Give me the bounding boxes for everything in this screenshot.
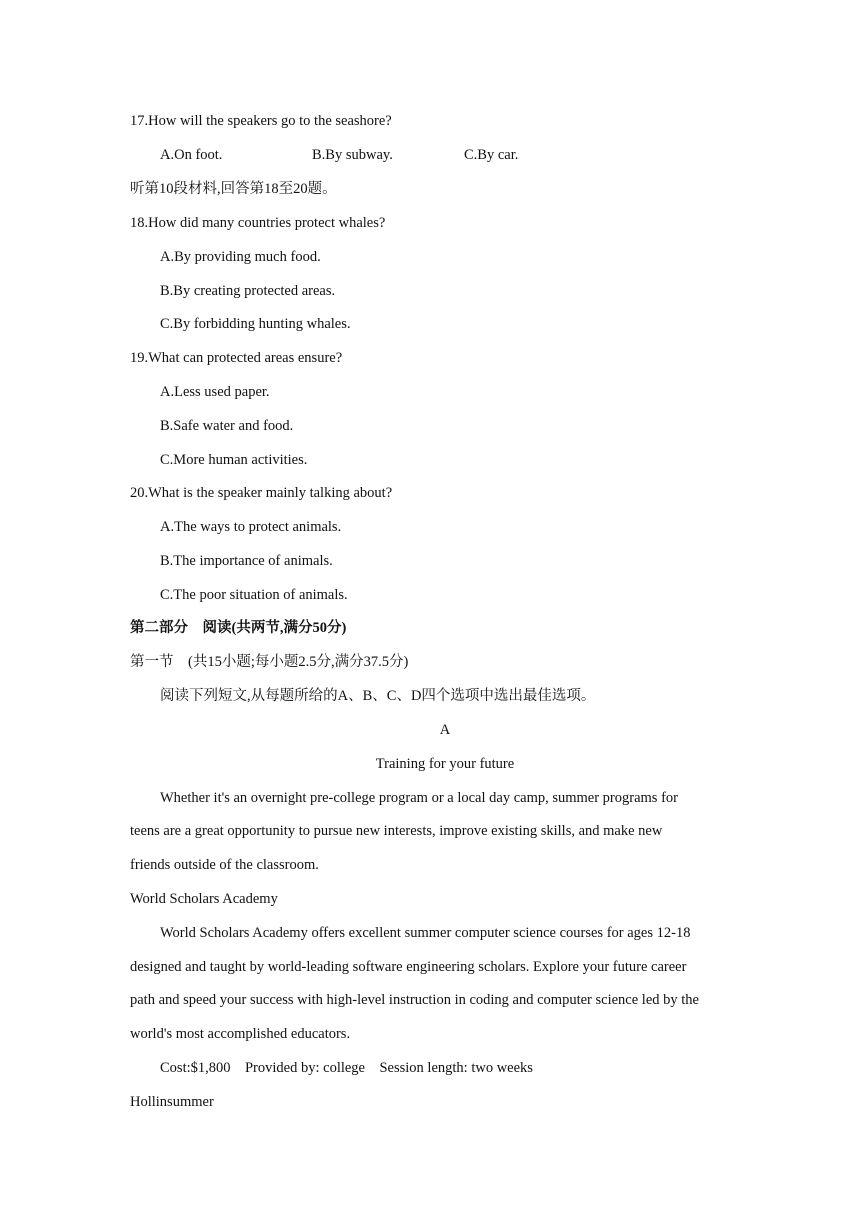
option-c: C.By car. — [464, 147, 519, 163]
option-b: B.Safe water and food. — [160, 418, 294, 434]
option-b: B.The importance of animals. — [160, 553, 333, 569]
program-desc-line: world's most accomplished educators. — [130, 1026, 351, 1042]
program-desc-line: World Scholars Academy offers excellent summer computer science courses for ages 12-18 — [160, 925, 691, 941]
intro-line: teens are a great opportunity to pursue new interests, improve existing skills, and make new — [130, 823, 663, 839]
program-details: Cost:$1,800 Provided by: college Session length: two weeks — [160, 1060, 533, 1076]
option-c: C.More human activities. — [160, 452, 308, 468]
option-c: C.By forbidding hunting whales. — [160, 316, 351, 332]
question-20: 20.What is the speaker mainly talking about? — [130, 485, 393, 501]
option-a: A.The ways to protect animals. — [160, 519, 342, 535]
option-a: A.On foot. — [160, 147, 223, 163]
intro-line: Whether it's an overnight pre-college program or a local day camp, summer programs for — [160, 790, 678, 806]
option-a: A.Less used paper. — [160, 384, 270, 400]
question-18: 18.How did many countries protect whales? — [130, 215, 386, 231]
passage-title: Training for your future — [375, 756, 515, 772]
program-name: World Scholars Academy — [130, 891, 278, 907]
option-c: C.The poor situation of animals. — [160, 587, 348, 603]
section-1-heading: 第一节 (共15小题;每小题2.5分,满分37.5分) — [130, 654, 409, 670]
option-a: A.By providing much food. — [160, 249, 321, 265]
option-b: B.By creating protected areas. — [160, 283, 336, 299]
section-10-note: 听第10段材料,回答第18至20题。 — [130, 181, 337, 197]
program-desc-line: path and speed your success with high-level instruction in coding and computer science led by the — [130, 992, 699, 1008]
question-19: 19.What can protected areas ensure? — [130, 350, 343, 366]
question-17: 17.How will the speakers go to the seashore? — [130, 113, 392, 129]
program-name: Hollinsummer — [130, 1094, 214, 1110]
option-b: B.By subway. — [312, 147, 393, 163]
program-desc-line: designed and taught by world-leading software engineering scholars. Explore your future career — [130, 959, 687, 975]
reading-instruction: 阅读下列短文,从每题所给的A、B、C、D四个选项中选出最佳选项。 — [160, 688, 596, 704]
intro-line: friends outside of the classroom. — [130, 857, 319, 873]
passage-letter: A — [439, 722, 451, 738]
part-2-heading: 第二部分 阅读(共两节,满分50分) — [130, 620, 347, 636]
